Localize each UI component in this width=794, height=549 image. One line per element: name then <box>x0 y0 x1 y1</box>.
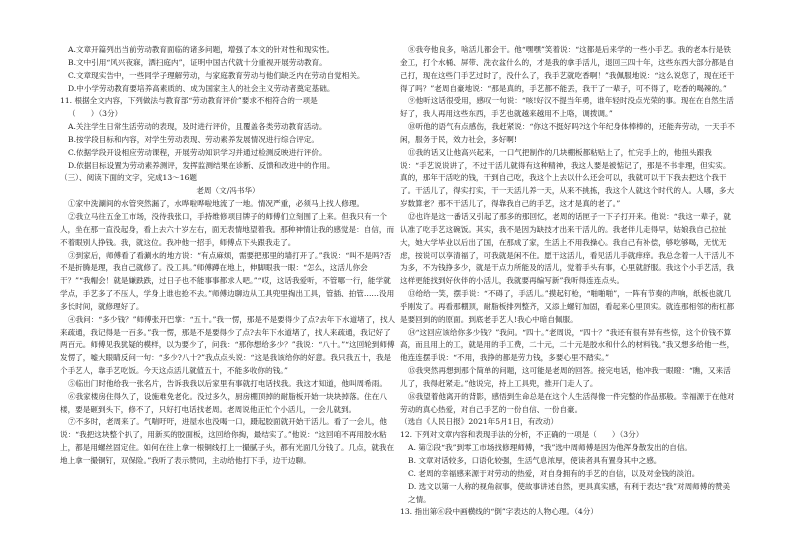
paragraph: C. 老周的幸福感来源于对劳动的热爱，对自身拥有的手艺的自信，以及对金钱的淡泊。 <box>408 468 700 478</box>
paragraph: A.关注学生日常生活劳动的表现，及时进行评价，且覆盖各类劳动教育活动。 <box>68 122 327 132</box>
paragraph: ⑫也许是这一番话又引起了那多的那回忆，老周的话匣子一下子打开来。他说：“我这一辈子，就认准了吃手艺这碗饭。其实，我不是因为缺技才出来干活儿的。我老伴儿走得早，姑娘我自己拉扯大，她大学毕业以后出了国，在那成了家，生活上不用我操心。我自己有补偿，够吃够喝，无忧无虑，按说可以享清福了，可我就是闲不住。愿干这活儿，看见活儿手就痒痒。我总念着一人干活儿不为多，不为钱挣多少，就是干点力所能及的活儿，觉着手头有事，心里就舒服。我这个小手艺活，我这样更能找到好伙伴的小活儿，我就要再编写新”我听得连连点头。 <box>400 211 735 286</box>
paragraph: B. 文章对话较多，口语化较强，生活气息浓厚，使读者具有置身其中之感。 <box>408 456 662 465</box>
paragraph: D.中小学劳动教育要培养高素质的、成为国家主人的社会主义劳动者奠定基础。 <box>68 83 335 93</box>
paragraph: ⑧我夸他良多，啥活儿都会干。他“嘿嘿”笑着说：“这都是后来学的一些小手艺。我的老本行是铁金工，打个水桶、屏带、洗衣盆什么的，才是我的拿手活儿，退回三四十年，这些东西大部分都是自己打，现在这些门手艺过时了，没什么了，我手艺就吃香啊！”我佩服地说：“这么说您了，现在还干得了吗？”老周自豪地说：“那是真的，手艺都不能丢，我干了一辈子，可不得了，吃香的喝辣的。” <box>400 45 735 93</box>
paragraph: ⑭“这回应该给你多少钱？”我问。“四十。”老周说，“四十？”我还有很有异有些惊，这个价钱不算高，而且用上的工，就是用的手工费，二十元，二十元是胶水和什么的材料钱。”我又想多给他一些，他连连摆手说：“不用，我挣的都是劳力钱，多要心里不踏实。” <box>400 327 735 363</box>
paragraph: C.依据学段开设相应劳动课程，开展劳动知识学习并通过检测反映进行评价。 <box>68 147 327 157</box>
paragraph: ⑪我的话又让他高兴起来，一口气把制作的几块棚板都粘贴上了，忙完手上的，他扭头跟我说：“手艺说说讲了，不过干活儿就得有这种精神，我这人要是被惦记了，那是不书非理，但实实。真的，那年干活吃的钱，干到自己吃，我这个上去以什么还会可以，我就可以干下我去把这个我干了。干活儿了，得实打实，干一天活儿养一天，从来不挑拣，我这个人就这个时代的人。人哪，多大岁数算老？那不干活儿了，得靠我自己的手艺，这才是真的老了。” <box>400 147 735 209</box>
paragraph: 11. 根据全文内容，下列做法与教育部“劳动教育评价”要求不相符合的一项是 <box>60 96 318 106</box>
paragraph: （ ）（3分） <box>68 109 123 119</box>
paragraph: D.依据目标设置为劳动素养测评，发挥监测结果在诊断、反馈和改进中的作用。 <box>68 160 335 170</box>
paragraph: 老周（文/冯书华） <box>196 186 260 196</box>
paragraph: ⑩听他的语气有点感伤，我赶紧说：“你这不挺好吗?这个年纪身体棒棒的，还能奔劳动，一天手不闲，服务于民，效力社会，多好啊! <box>400 122 735 144</box>
right-column <box>400 44 736 519</box>
paragraph: ④我问：“多少钱？”师傅张开巴掌：“五十。”我一愣，那是不是要得少了点?去年下水道堵了，找人来疏通，我记得是一百多。”我一愣，那是不是要得少了点?去年下水道堵了，找人来疏通，我记好了两百元。师傅见我犹疑的模样，以为要少了，问我：“那你想给多少？”我说：“八十。”“这回轮到师傅发愣了，嘘大眼睛反问一句：“多少?八十?”我点点头说：“这是我该给你的好意。我只我五十，我是个手艺人，靠手艺吃饭。今天这点活儿就值五十，不能多收你的钱。” <box>60 314 396 376</box>
paragraph: ⑨他听这话很受用，感叹一句说：“咳!好汉不提当年勇，谁年轻时没点光荣的事。现在在自然生活好了，我人再用这些东西，手艺也就越来越用不上咯，调拨调。” <box>400 96 734 119</box>
paragraph: B.文中引用“风兴夜寐，洒扫庭内”，证明中国古代就十分重视开展劳动教育。 <box>68 57 327 67</box>
paragraph: ②我立马往五金工市场，没待我张口，手持维修项目牌子的师傅们立刻围了上来。但我只有一个人，坐在那一直没起身，看上去六十岁左右，面无表情地望着我。那种神情让我的感觉是：自信，而不着眼别人挣钱。我，就这位。我冲他一招手，师傅点下头跟我走了。 <box>60 211 395 247</box>
paragraph: ⑮我突然再想到那个简单的问题，这可能是老周的回答。接完电话，他冲我一眼瞪：“瞧，又来活儿了，我得赶紧走。”他说完，持上工具兜，推开门走人了。 <box>400 366 731 388</box>
paragraph: ③到家后，师傅看了看涮水的地方说：“有点麻烦，需要把那里的墙打开了。”我说：“叫不是吗?否不是折腾是理，我自己就修了。没工具。”师傅蹲在地上，伸脚眼我一眼：“怎么，这活儿你会干？”“我帽会！就是嫌跌跌，过日子也不能事事都求人吧。”“哎，这话我爱听，不管哪一行，能学就学点，手艺多了不压人，学身上谁也抢不去。”师傅边聊边从工具兜里掏出工具，管插、拍管……没用多长时间，就修理好了。 <box>60 250 395 311</box>
paragraph: B.按学段目标和内容，对学生劳动表现、劳动素养发展情况进行综合评定。 <box>68 134 319 144</box>
paragraph: ⑯我望着他离开的背影，感悟到生命总是在这个人生活得像一件完整的作品那般。幸福源于在他对劳动的真心热爱，对自己手艺的一份自信、一份自豪。 <box>400 391 735 414</box>
paragraph: （三）、阅读下面的文字，完成13～16题 <box>60 173 198 183</box>
paragraph: A. 第②段“我”到零工市场找修理师傅，“我”选中周师傅是因为他浑身散发出的自信。 <box>408 443 693 453</box>
paragraph: ①家中洗涮间的水管突然漏了，水哗啦哗啦地流了一地。情况严重，必须马上找人修理。 <box>68 199 365 209</box>
paragraph: ⑬给给一笑，摆手说：“不碍了，手活儿。”摸起钉枪，“啪啪啪”，一阵有节奏的声响，纸板也就几乎刚发了。再看那棚顶，耐脂板排列整齐，又添上螺钉加固，看起来心里顶实。就连那相邻的衔杠都是要回到的的原面。到底老手艺人!我心中暗自佩服。 <box>400 289 735 324</box>
left-column <box>60 44 396 468</box>
paragraph: ⑥我家楼房住得久了，设施难免老化。没过多久，厨房棚顶掉的耐脂板开始一块块掉落。住在八楼，要是砸到头下，修不了，只好打电话找老周。老周说他正忙个小活儿，一会儿就到。 <box>60 391 387 414</box>
paragraph: （选自《人民日报》2021年5月1日，有改动） <box>400 417 559 427</box>
paragraph: A.文章开篇列出当前劳动教育面临的诸多问题，增强了本文的针对性和现实性。 <box>68 45 335 54</box>
paragraph: ⑤临出门时他给我一张名片，告诉我我以后家里有事就打电话找我。我这才知道，他叫周希雨。 <box>68 378 387 388</box>
paragraph: 13. 指出第⑥段中画横线的“倒”字表达的人物心理。（4分） <box>400 507 598 517</box>
paragraph: C.文章现实告中，一些同学子理解劳动，与家庭教育劳动与他们缺乏内在劳动自觉相关。 <box>68 70 365 80</box>
paragraph: 12. 下列对文章内容和表现手法的分析，不正确的一项是（ ）（3分） <box>400 430 644 440</box>
paragraph: ⑦不多时，老周来了。气喘吁吁，进屋水也没喝一口，蹑起胶面就开始干活儿。看了一会儿，他说：“我把这块整个扒了，用新买的胶面板，这回给你掏，最结实了。”他说：“这回咱不再用胶水粘上，都是用螺丝固定住。如何在往上拿一根铜线打上一撮腻子头，都有光面几分钱了。几点，就我在地上拿一撮铜钉，双保险。”我听了表示赞同，主动给他打下手，边干边聊。 <box>60 417 395 465</box>
paragraph: D. 选文以第一人称的视角叙事，使故事讲述自然，更具真实感，有利于表达“我”对周师傅的赞美之情。 <box>408 481 731 504</box>
